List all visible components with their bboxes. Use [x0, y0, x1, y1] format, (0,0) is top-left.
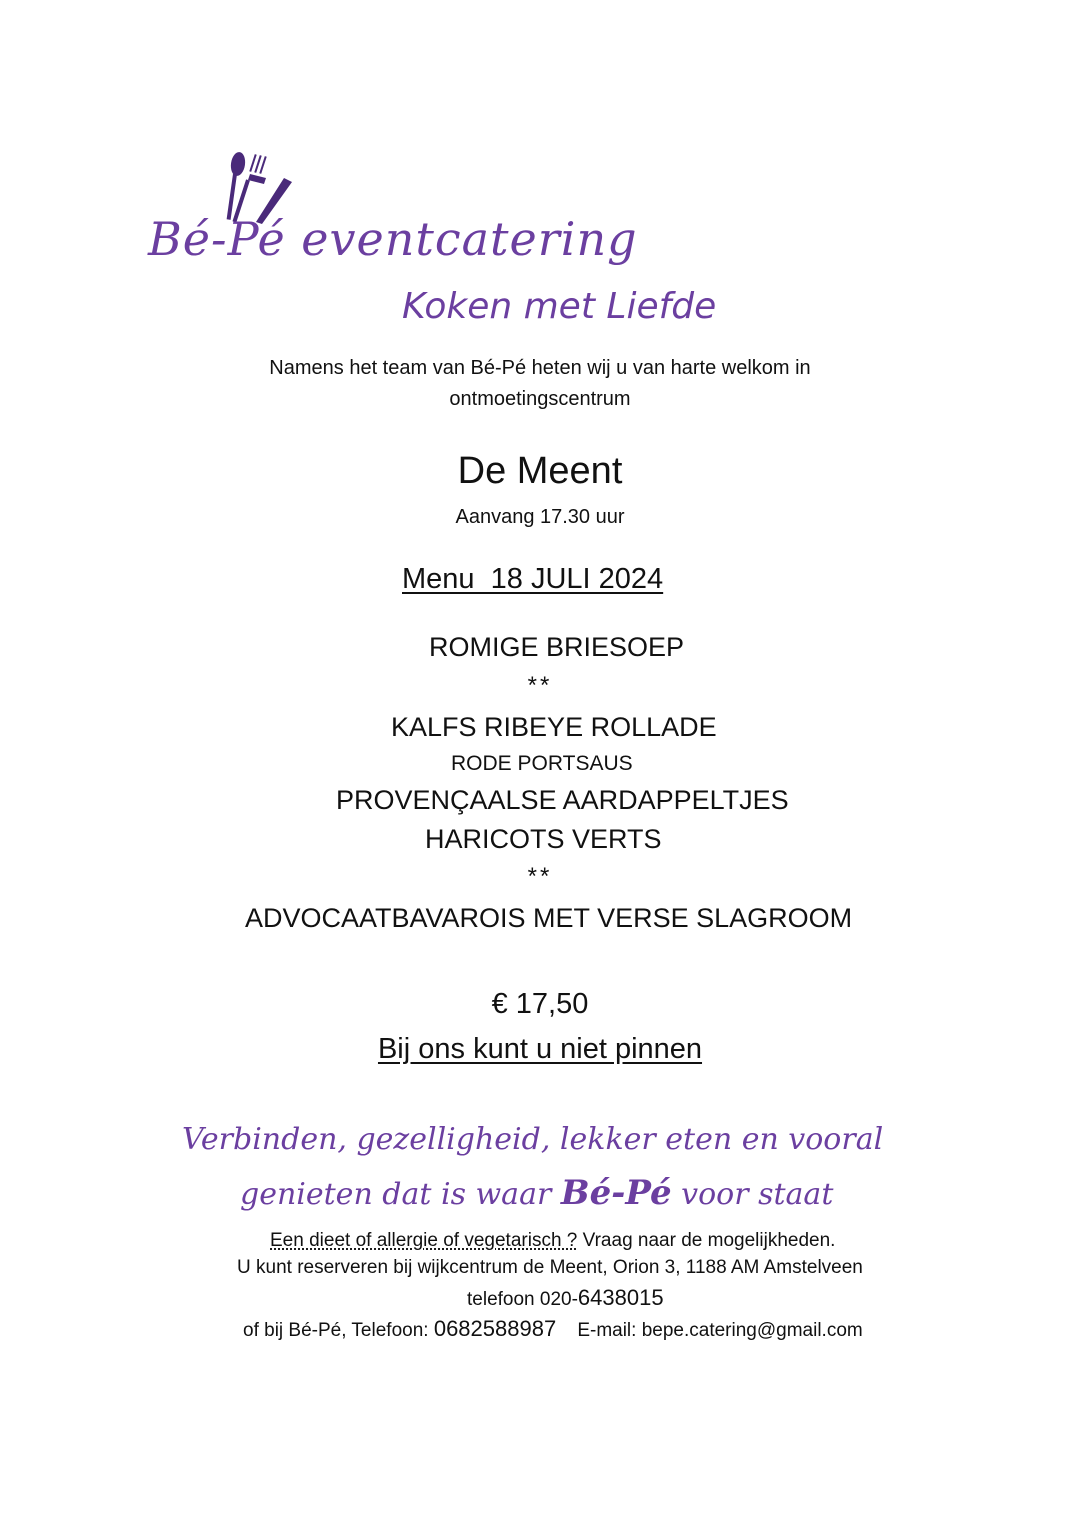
menu-side-2: HARICOTS VERTS [425, 824, 662, 854]
intro-text [0, 353, 1080, 415]
price: € 17,50 [491, 988, 589, 1020]
venue-phone [467, 1285, 664, 1311]
venue-name: De Meent [457, 450, 623, 492]
bepe-phone-number: 0682588987 [433, 1316, 557, 1341]
slogan-brand: Bé-Pé [560, 1173, 672, 1213]
diet-note [270, 1230, 835, 1252]
slogan-line-1: Verbinden, gezelligheid, lekker eten en vooral [182, 1122, 884, 1157]
diet-question: Een dieet of allergie of vegetarisch ? [270, 1230, 578, 1251]
venue-phone-label: telefoon 020- [467, 1289, 578, 1310]
diet-answer: Vraag naar de mogelijkheden. [577, 1230, 836, 1251]
menu-separator: ** [527, 863, 553, 890]
start-time: Aanvang 17.30 uur [455, 506, 625, 528]
slogan-text: voor staat [671, 1177, 834, 1212]
bepe-contact [243, 1316, 863, 1342]
reservation-info: U kunt reserveren bij wijkcentrum de Meent, Orion 3, 1188 AM Amstelveen [237, 1257, 863, 1278]
menu-dessert: ADVOCAATBAVAROIS MET VERSE SLAGROOM [245, 903, 853, 933]
venue-phone-number: 6438015 [577, 1285, 664, 1310]
intro-line-1: Namens het team van Bé-Pé heten wij u van harte welkom in [269, 357, 811, 379]
menu-sauce: RODE PORTSAUS [451, 752, 633, 775]
email: E-mail: bepe.catering@gmail.com [577, 1320, 863, 1341]
brand-tagline: Koken met Liefde [402, 286, 717, 327]
menu-title: Menu 18 JULI 2024 [402, 563, 664, 595]
menu-main: KALFS RIBEYE ROLLADE [391, 712, 717, 742]
slogan-text: genieten dat is waar [240, 1177, 561, 1212]
bepe-phone-label: of bij Bé-Pé, Telefoon: [243, 1320, 434, 1341]
menu-starter: ROMIGE BRIESOEP [429, 632, 685, 662]
brand-name: Bé-Pé eventcatering [148, 212, 638, 266]
menu-side-1: PROVENÇAALSE AARDAPPELTJES [336, 785, 789, 815]
payment-note: Bij ons kunt u niet pinnen [377, 1033, 703, 1065]
slogan-line-2 [240, 1173, 833, 1213]
intro-line-2: ontmoetingscentrum [449, 388, 631, 410]
menu-separator: ** [527, 672, 553, 699]
